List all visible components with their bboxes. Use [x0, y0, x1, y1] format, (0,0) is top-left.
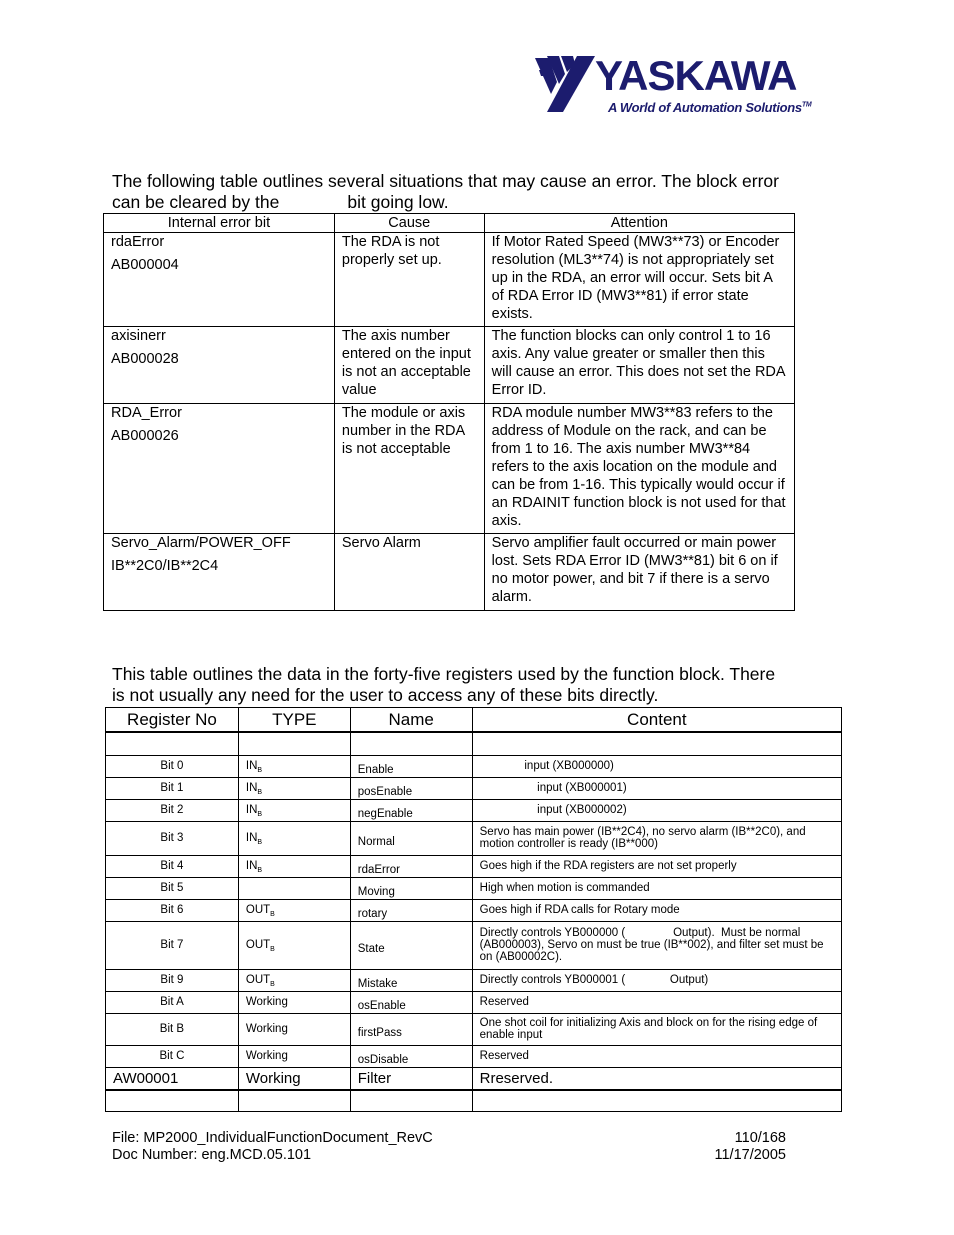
- register-name: Mistake: [357, 978, 398, 990]
- register-no: Bit B: [159, 1023, 185, 1035]
- table-row: [106, 1045, 842, 1067]
- error-attention: The function blocks can only control 1 to 16 axis. Any value greater or smaller then this will cause an error. This does not set the RDA Error ID.: [484, 327, 794, 404]
- register-name: Moving: [357, 886, 395, 898]
- table-row: [106, 1090, 842, 1111]
- register-content: input (XB000001): [479, 782, 627, 794]
- table-row: [106, 799, 842, 821]
- table-row: [106, 991, 842, 1013]
- header-name: Name: [350, 708, 472, 733]
- table-row: [106, 855, 842, 877]
- register-no: Bit 2: [160, 804, 184, 816]
- table-row: [106, 821, 842, 855]
- footer-right: [700, 1130, 786, 1164]
- yaskawa-logo: [533, 52, 823, 122]
- type-subscript: B: [257, 789, 263, 796]
- table-row: [104, 404, 795, 534]
- error-bit-name: Servo_Alarm/POWER_OFF: [111, 535, 291, 551]
- register-name: Filter: [350, 1067, 472, 1090]
- error-table-header: [104, 214, 795, 233]
- register-name: firstPass: [357, 1027, 402, 1039]
- error-cause: The RDA is not properly set up.: [334, 233, 484, 327]
- register-table-header: [106, 708, 842, 733]
- footer-date: 11/17/2005: [714, 1147, 786, 1163]
- register-no: Bit C: [159, 1050, 185, 1062]
- footer-file: File: MP2000_IndividualFunctionDocument_RevC: [112, 1130, 433, 1146]
- yaskawa-mark-icon: [533, 54, 597, 114]
- error-cause: The module or axis number in the RDA is not acceptable: [334, 404, 484, 534]
- error-cause: Servo Alarm: [334, 534, 484, 611]
- register-no: Bit 0: [160, 760, 184, 772]
- register-table: [105, 707, 842, 1112]
- footer-left: [112, 1130, 433, 1164]
- brand-name: YASKAWA: [595, 52, 797, 99]
- register-name: State: [357, 943, 385, 955]
- register-type: IN: [245, 832, 258, 844]
- register-content: input (XB000002): [479, 804, 627, 816]
- register-content: Goes high if the RDA registers are not set properly: [479, 860, 737, 872]
- register-content: One shot coil for initializing Axis and block on for the rising edge of enable input: [479, 1017, 821, 1041]
- register-no: Bit 1: [160, 782, 184, 794]
- register-content: Reserved: [479, 1050, 529, 1062]
- table-row: [104, 327, 795, 404]
- register-name: rotary: [357, 908, 388, 920]
- table-row: [104, 534, 795, 611]
- type-subscript: B: [270, 946, 275, 953]
- register-no: AW00001: [106, 1067, 239, 1090]
- error-bit-name: RDA_Error: [111, 405, 182, 421]
- error-bit-address: IB**2C0/IB**2C4: [111, 558, 219, 574]
- intro-paragraph-1: The following table outlines several situations that may cause an error. The block error can be cleared by the bit going low.: [112, 171, 779, 212]
- register-type: IN: [245, 804, 258, 816]
- register-type: Working: [245, 1023, 288, 1035]
- register-name: Normal: [357, 836, 395, 848]
- error-bit-address: AB000026: [111, 428, 179, 444]
- error-table: [103, 213, 795, 611]
- table-row: [104, 233, 795, 327]
- type-subscript: B: [270, 911, 275, 918]
- error-bit-name: axisinerr: [111, 328, 166, 344]
- register-no: Bit 3: [160, 832, 184, 844]
- header-attention: Attention: [484, 214, 794, 233]
- register-type: Working: [238, 1067, 350, 1090]
- error-attention: If Motor Rated Speed (MW3**73) or Encoder resolution (ML3**74) is not appropriately set up in the RDA, an error will occur. Sets bit A of RDA Error ID (MW3**81) if error state exists.: [484, 233, 794, 327]
- error-attention: Servo amplifier fault occurred or main power lost. Sets RDA Error ID (MW3**81) bit 6 on if no motor power, and bit 7 if there is a servo alarm.: [484, 534, 794, 611]
- register-content: High when motion is commanded: [479, 882, 650, 894]
- register-type: IN: [245, 760, 258, 772]
- register-type: OUT: [245, 974, 271, 986]
- register-type: Working: [245, 1050, 288, 1062]
- table-row: [106, 877, 842, 899]
- register-content: Goes high if RDA calls for Rotary mode: [479, 904, 680, 916]
- register-type: OUT: [245, 939, 271, 951]
- register-content: input (XB000000): [479, 760, 614, 772]
- table-row: [106, 732, 842, 755]
- header-type: TYPE: [238, 708, 350, 733]
- error-attention: RDA module number MW3**83 refers to the address of Module on the rack, and can be from 1 to 16. The axis number MW3**84 refers to the axis location on the module and can be from 1-16. This typically would occur if an RDAINIT function block is not used for that axis.: [484, 404, 794, 534]
- register-content: Directly controls YB000000 ( Output). Must be normal (AB000003), Servo on must be true (IB**002), and filter set must be on (AB00002C).: [479, 927, 827, 963]
- footer-doc-number: Doc Number: eng.MCD.05.101: [112, 1147, 312, 1163]
- register-type: IN: [245, 860, 258, 872]
- error-bit-address: AB000004: [111, 257, 179, 273]
- register-no: Bit 9: [160, 974, 184, 986]
- register-no: Bit A: [160, 996, 184, 1008]
- table-row: [106, 777, 842, 799]
- header-register-no: Register No: [106, 708, 239, 733]
- register-type: IN: [245, 782, 258, 794]
- register-content: Rreserved.: [472, 1067, 841, 1090]
- error-bit-address: AB000028: [111, 351, 179, 367]
- brand-tagline: A World of Automation Solutions™: [608, 100, 812, 115]
- table-row: [106, 1013, 842, 1045]
- type-subscript: B: [257, 811, 263, 818]
- register-type: Working: [245, 996, 288, 1008]
- register-name: negEnable: [357, 808, 413, 820]
- type-subscript: B: [257, 839, 263, 846]
- header-content: Content: [472, 708, 841, 733]
- header-cause: Cause: [334, 214, 484, 233]
- register-name: Enable: [357, 764, 394, 776]
- register-no: Bit 5: [160, 882, 184, 894]
- intro-paragraph-2: This table outlines the data in the forty-five registers used by the function block. There is not usually any need for the user to access any of these bits directly.: [112, 664, 776, 705]
- type-subscript: B: [257, 767, 263, 774]
- register-name: osDisable: [357, 1054, 409, 1066]
- table-row: [106, 899, 842, 921]
- footer-page: 110/168: [734, 1130, 786, 1146]
- register-no: Bit 4: [160, 860, 184, 872]
- type-subscript: B: [257, 867, 263, 874]
- register-name: osEnable: [357, 1000, 406, 1012]
- register-type: OUT: [245, 904, 271, 916]
- type-subscript: B: [270, 981, 275, 988]
- table-row: [106, 1067, 842, 1090]
- register-content: Servo has main power (IB**2C4), no servo alarm (IB**2C0), and motion controller is ready (IB**000): [479, 826, 809, 850]
- error-cause: The axis number entered on the input is not an acceptable value: [334, 327, 484, 404]
- register-no: Bit 7: [160, 939, 184, 951]
- register-name: posEnable: [357, 786, 413, 798]
- register-name: rdaError: [357, 864, 400, 876]
- register-no: Bit 6: [160, 904, 184, 916]
- error-bit-name: rdaError: [111, 234, 165, 250]
- table-row: [106, 969, 842, 991]
- register-content: Directly controls YB000001 ( Output): [479, 974, 709, 986]
- table-row: [106, 755, 842, 777]
- register-content: Reserved: [479, 996, 529, 1008]
- header-internal-error-bit: Internal error bit: [104, 214, 335, 233]
- table-row: [106, 921, 842, 969]
